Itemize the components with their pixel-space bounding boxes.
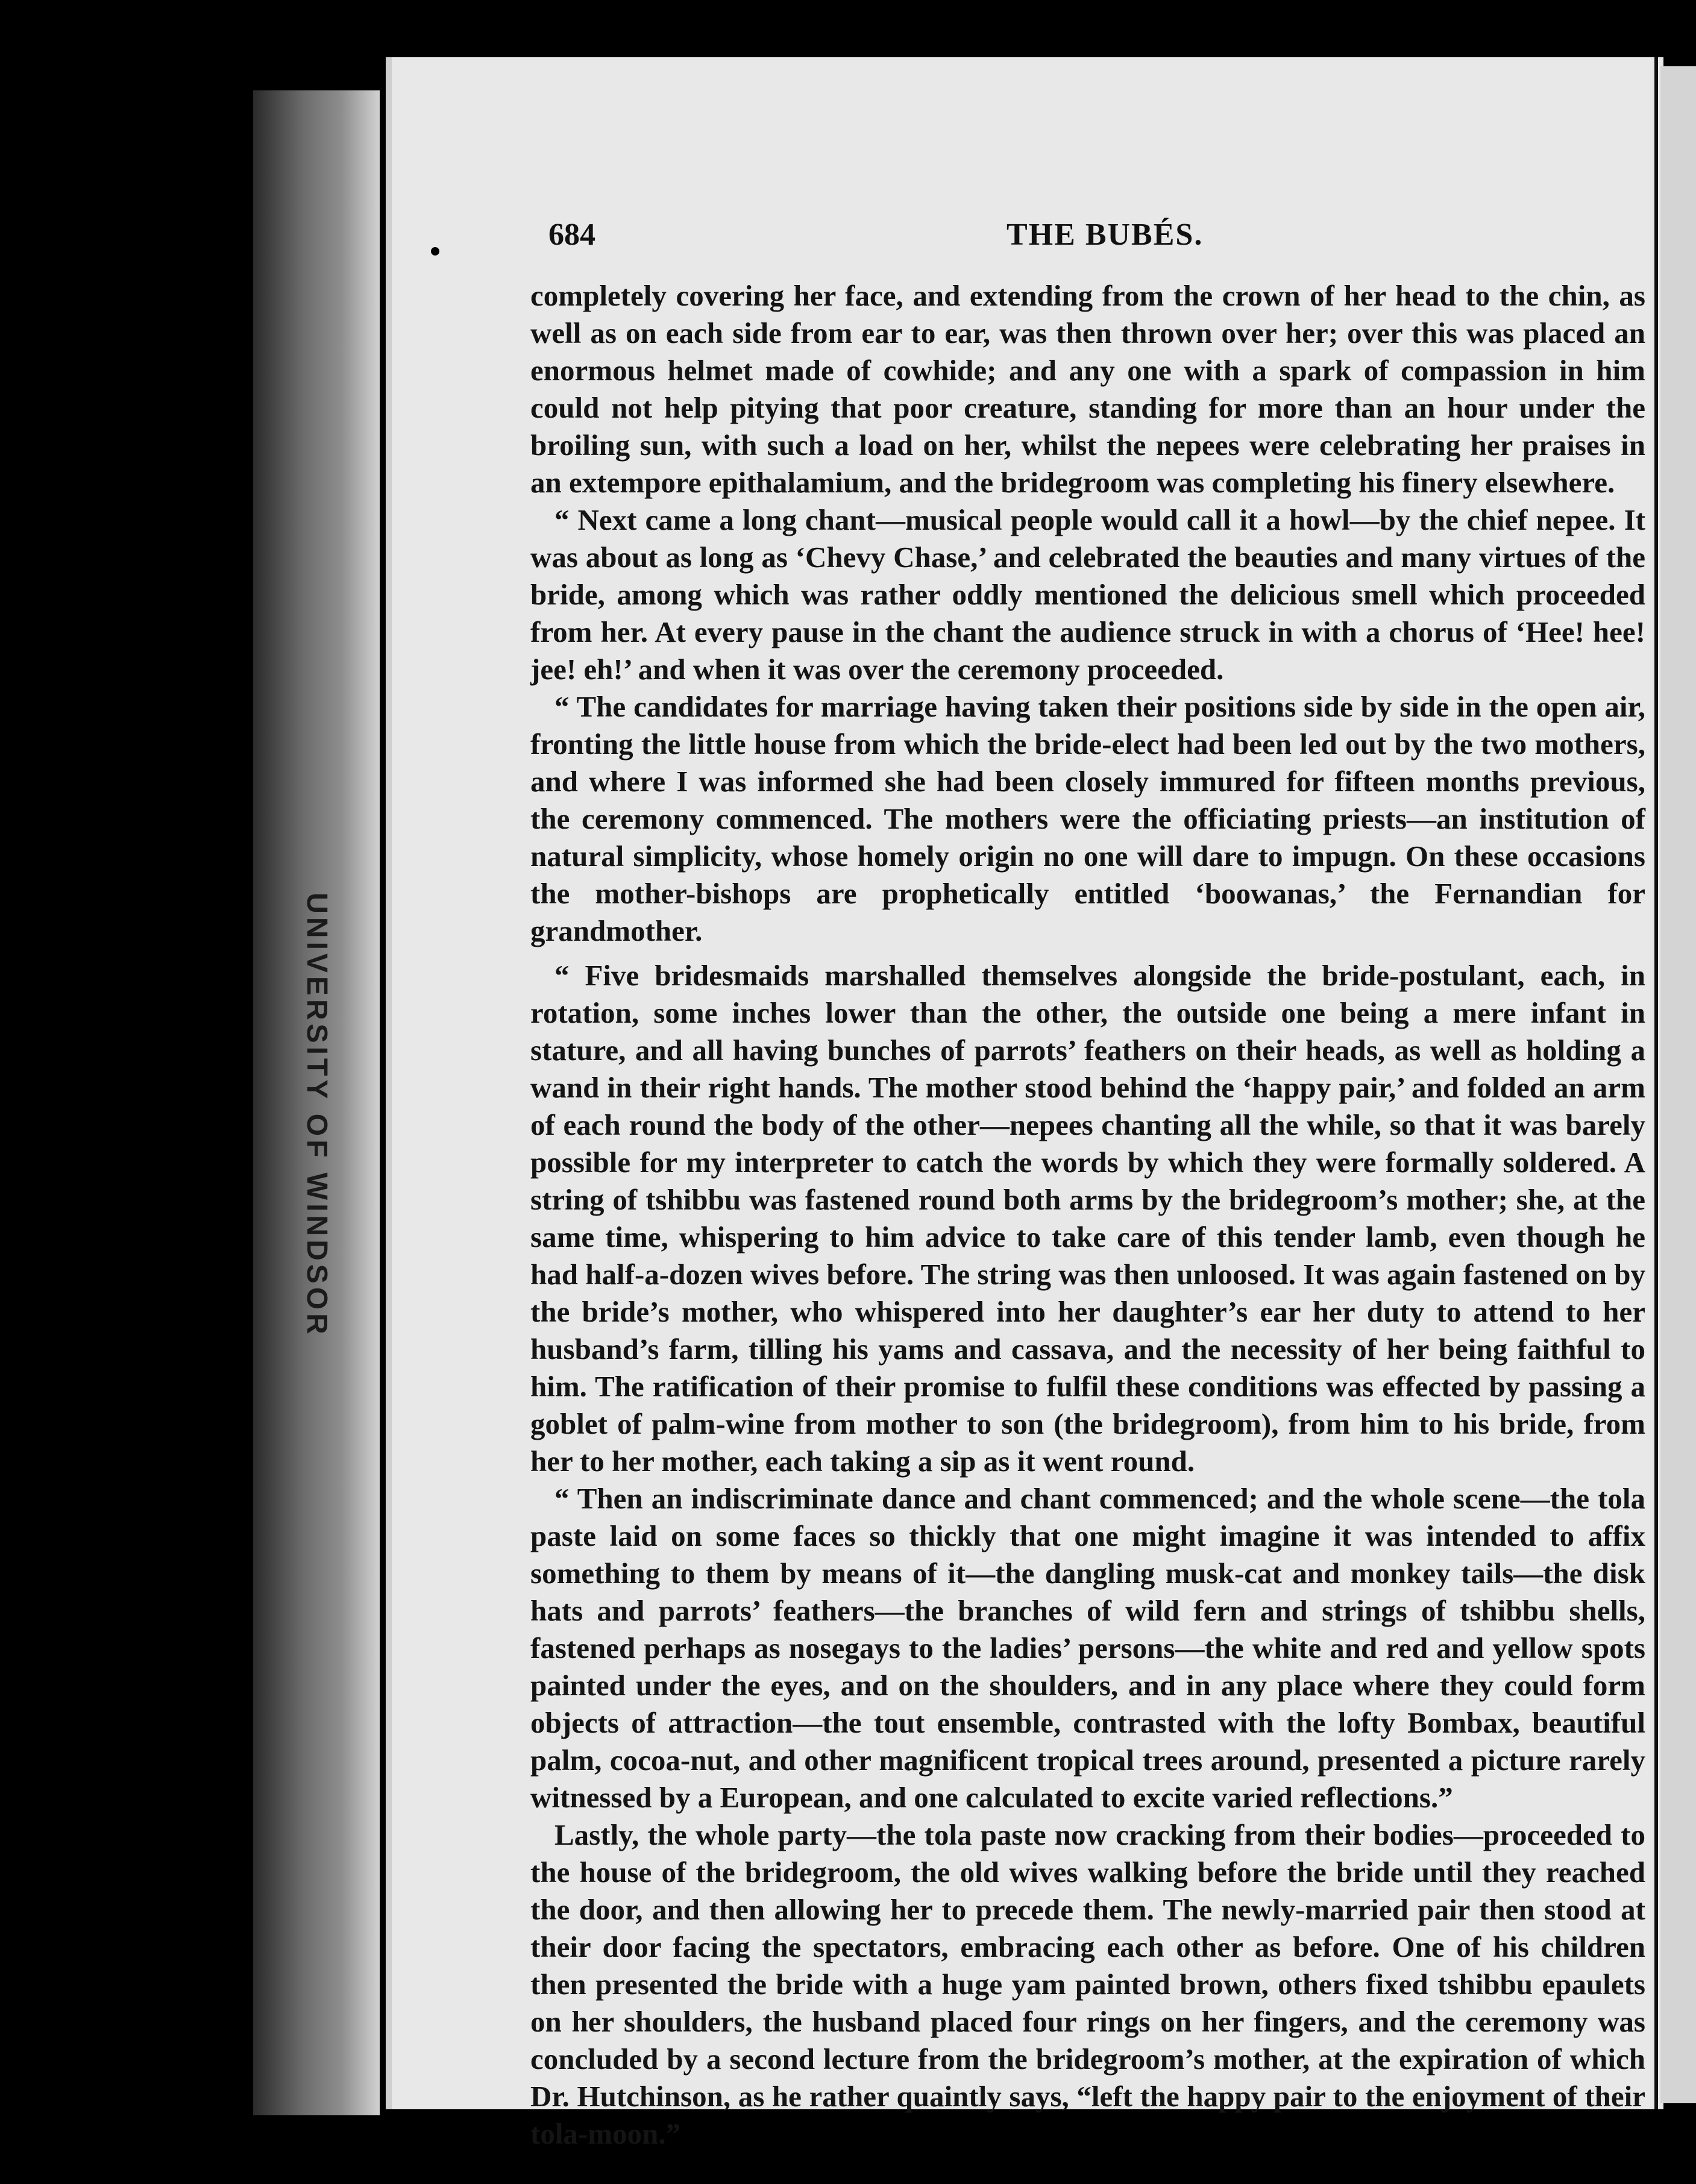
library-stamp-label: UNIVERSITY OF WINDSOR [300, 892, 333, 1338]
ink-dot [431, 247, 439, 256]
paragraph: Lastly, the whole party—the tola paste now cracking from their bodies—proceeded to the house of the bridegroom, the old wives walking before the bride until they reached the door, and then allowing her to precede them. The newly-married pair then stood at their door facing the spectators, embracing each other as before. One of his children then presented the bride with a huge yam painted brown, others fixed tshibbu epaulets on her shoulders, the husband placed four rings on her fingers, and the ceremony was concluded by a second lecture from the bridegroom’s mother, at the expiration of which Dr. Hutchinson, as he rather quaintly says, “left the happy pair to the enjoyment of their tola-moon.” [530, 1818, 1645, 2150]
paragraph: “ Five bridesmaids marshalled themselves alongside the bride-postulant, each, in rotation, some inches lower than the other, the outside one being a mere infant in stature, and all having bunches of parrots’ feathers on their heads, as well as holding a wand in their right hands. The mother stood behind the ‘happy pair,’ and folded an arm of each round the body of the other—nepees chanting all the while, so that it was barely possible for my interpreter to catch the words by which they were formally soldered. A string of tshibbu was fastened round both arms by the bridegroom’s mother; she, at the same time, whispering to him advice to take care of this tender lamb, even though he had half-a-dozen wives before. The string was then unloosed. It was again fastened on by the bride’s mother, who whispered into her daughter’s ear her duty to attend to her husband’s farm, tilling his yams and cassava, and the necessity of her being faithful to him. The ratification of their promise to fulfil these conditions was effected by passing a goblet of palm-wine from mother to son (the bridegroom), from him to his bride, from her to her mother, each taking a sip as it went round. [530, 959, 1645, 1478]
paragraph: “ Next came a long chant—musical people would call it a howl—by the chief nepee. It was about as long as ‘Chevy Chase,’ and celebrated the beauties and many virtues of the bride, among which was rather oddly mentioned the delicious smell which proceeded from her. At every pause in the chant the audience struck in with a chorus of ‘Hee! hee! jee! eh!’ and when it was over the ceremony proceeded. [530, 503, 1645, 686]
facing-page-edge [1660, 66, 1696, 2103]
page-body [530, 277, 1645, 2153]
page-header [548, 217, 1645, 265]
paragraph: “ Then an indiscriminate dance and chant commenced; and the whole scene—the tola paste laid on some faces so thickly that one might imagine it was intended to affix something to them by means of it—the dangling musk-cat and monkey tails—the disk hats and parrots’ feathers—the branches of wild fern and strings of tshibbu shells, fastened perhaps as nosegays to the ladies’ persons—the white and red and yellow spots painted under the eyes, and on the shoulders, and in any place where they could form objects of attraction—the tout ensemble, contrasted with the lofty Bombax, beautiful palm, cocoa-nut, and other magnificent tropical trees around, presented a picture rarely witnessed by a European, and one calculated to excite varied reflections.” [530, 1482, 1645, 1814]
paragraph: “ The candidates for marriage having taken their positions side by side in the open air, fronting the little house from which the bride-elect had been led out by the two mothers, and where I was informed she had been closely immured for fifteen months previous, the ceremony commenced. The mothers were the officiating priests—an institution of natural simplicity, whose homely origin no one will dare to impugn. On these occasions the mother-bishops are prophetically entitled ‘boowanas,’ the Fernandian for grandmother. [530, 690, 1645, 947]
running-title: THE BUBÉS. [1007, 218, 1204, 252]
page-number: 684 [548, 218, 595, 252]
paragraph: completely covering her face, and extending from the crown of her head to the chin, as well as on each side from ear to ear, was then thrown over her; over this was placed an enormous helmet made of cowhide; and any one with a spark of compassion in him could not help pitying that poor creature, standing for more than an hour under the broiling sun, with such a load on her, whilst the nepees were celebrating her praises in an extempore epithalamium, and the bridegroom was completing his finery elsewhere. [530, 279, 1645, 499]
library-stamp [253, 844, 380, 1386]
page-gutter [1654, 57, 1658, 2109]
